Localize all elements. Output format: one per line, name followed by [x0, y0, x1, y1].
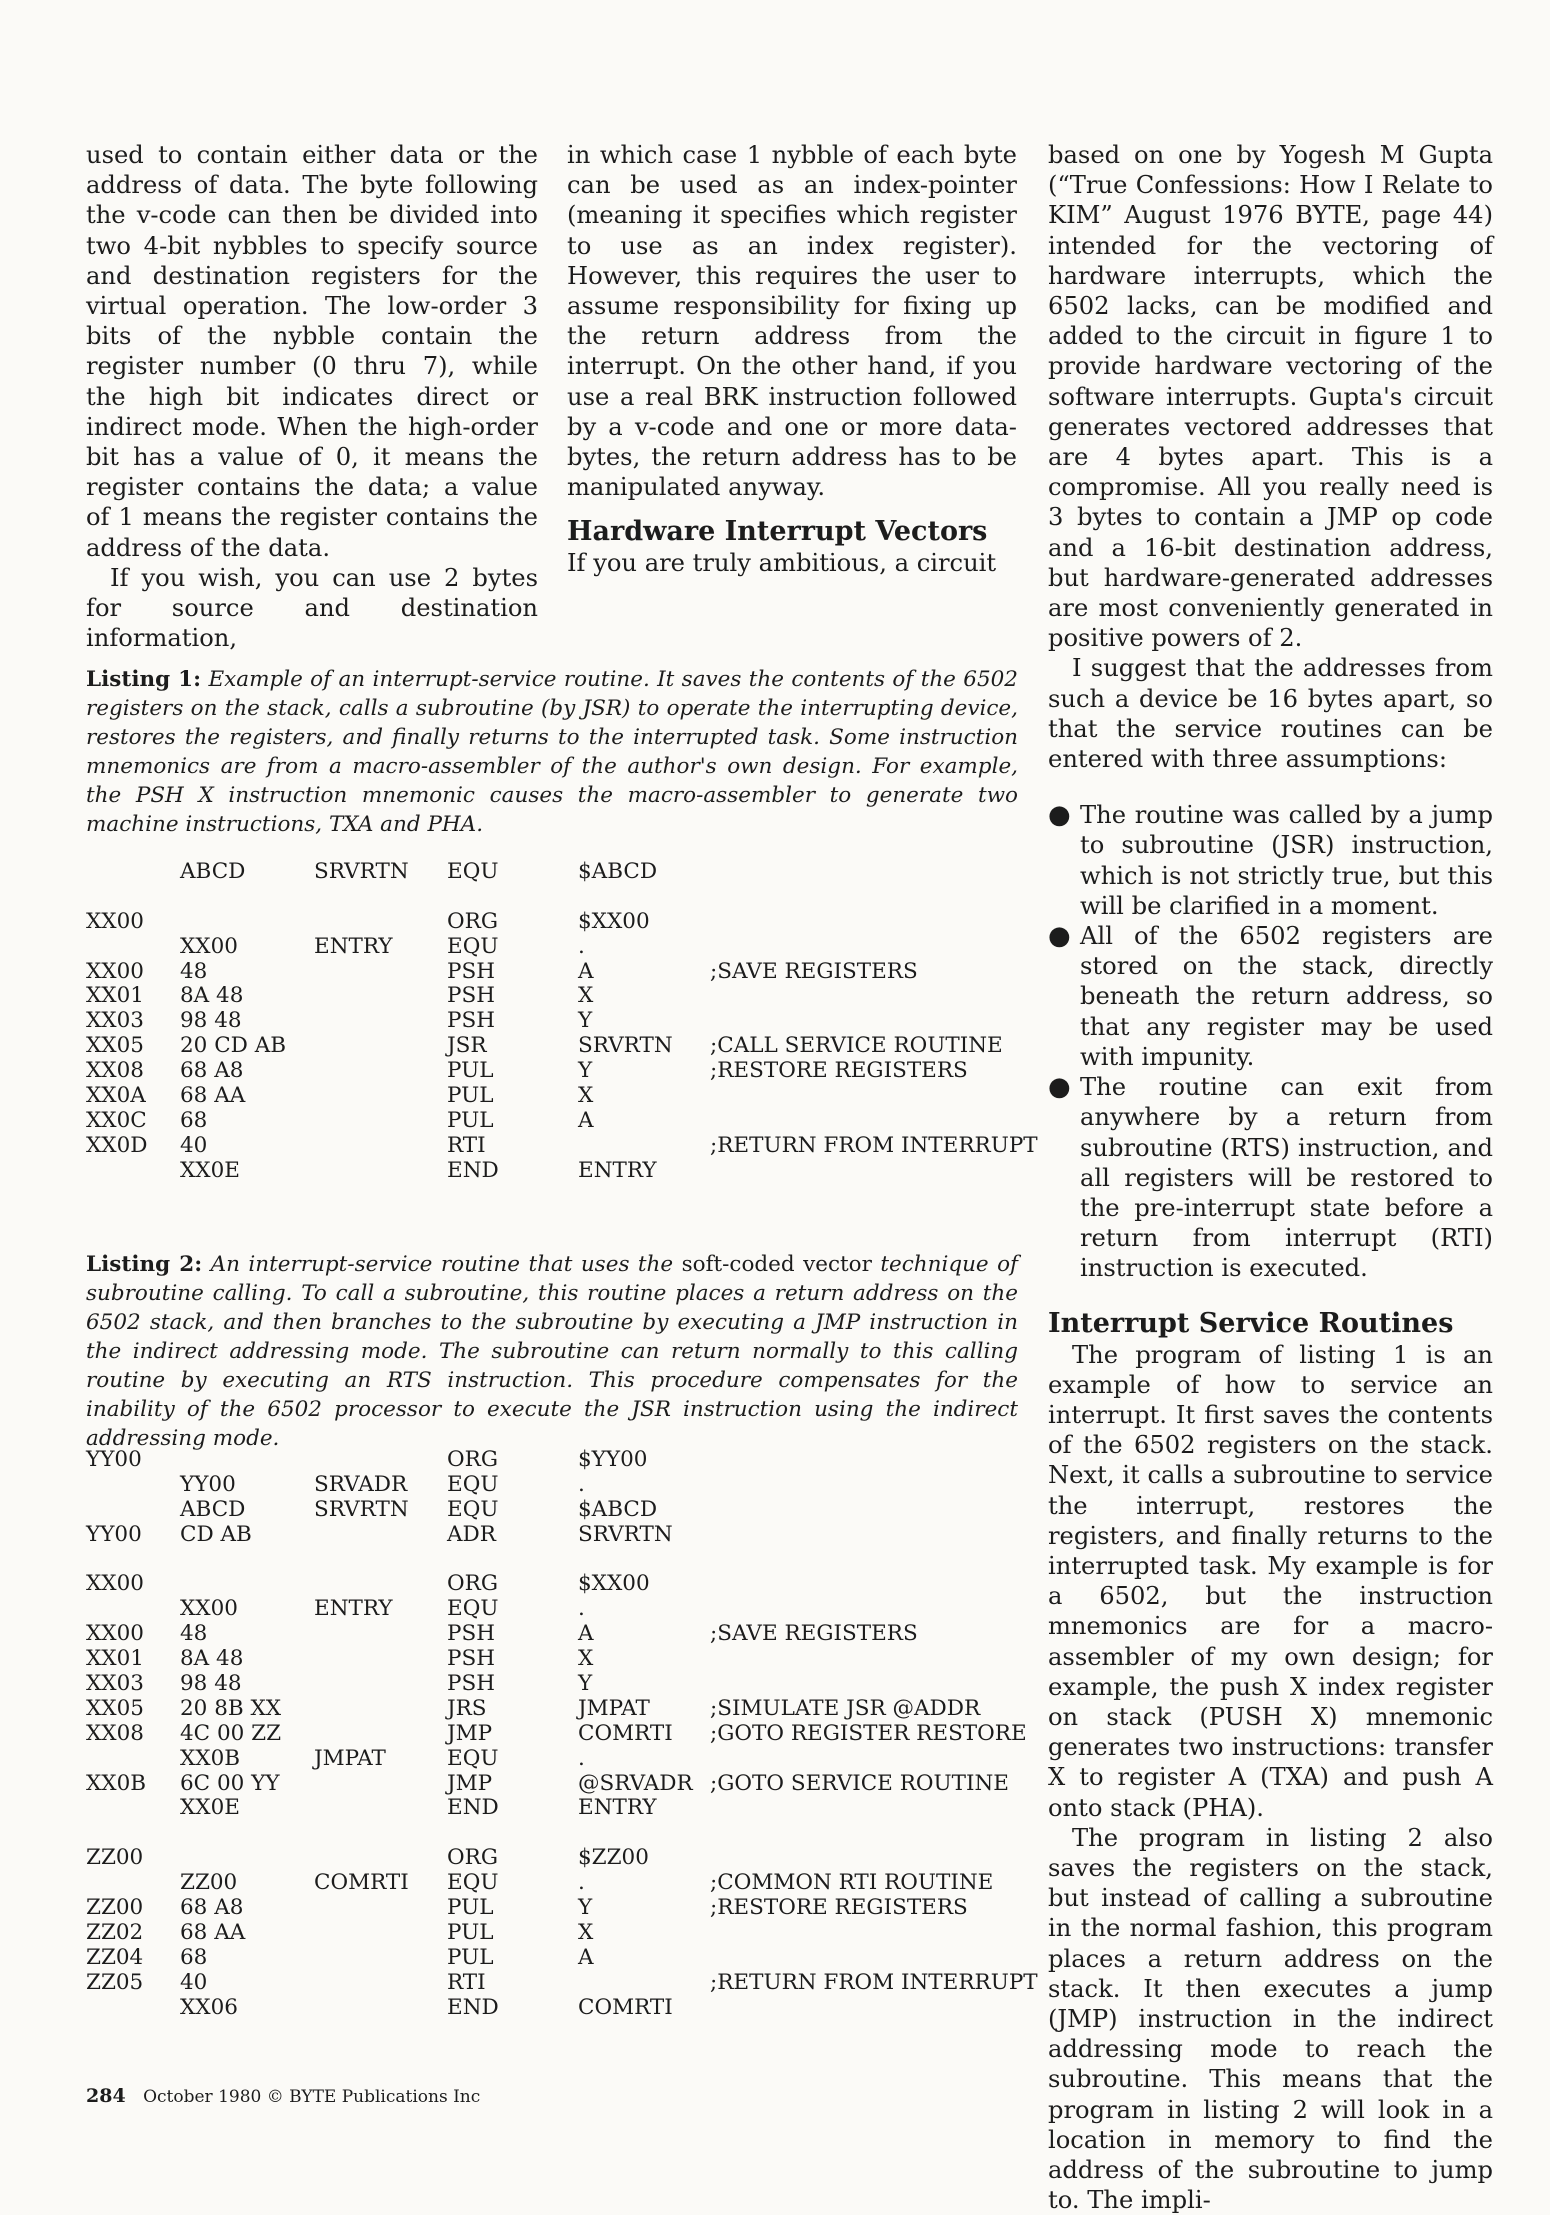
code-address: YY00	[86, 1521, 142, 1547]
code-comment	[710, 1597, 1038, 1622]
code-comment: ;RETURN FROM INTERRUPT	[710, 1132, 1038, 1158]
code-address: XX00	[86, 1571, 144, 1597]
code-comment	[710, 1548, 1038, 1573]
code-label	[314, 1523, 409, 1548]
code-comment	[710, 1084, 1038, 1109]
code-operand: $ABCD	[578, 859, 658, 884]
code-opcode: PSH	[447, 1671, 495, 1697]
code-address: ZZ02	[86, 1919, 144, 1945]
code-address	[86, 1871, 146, 1896]
code-label	[314, 1672, 409, 1697]
code-address	[86, 1498, 146, 1523]
code-label	[314, 1846, 409, 1871]
code-label	[314, 1084, 409, 1109]
code-operand: X	[578, 983, 594, 1009]
code-comment	[710, 935, 1038, 960]
code-operand: COMRTI	[578, 1720, 673, 1746]
listing1-code-address-column	[86, 860, 148, 1184]
listing1-code-operand-column	[578, 860, 673, 1184]
code-label	[314, 910, 409, 935]
code-opcode: EQU	[447, 859, 499, 884]
code-operand: .	[578, 1745, 585, 1771]
code-opcode: EQU	[447, 1496, 499, 1522]
code-label	[314, 1971, 409, 1996]
code-address	[86, 885, 148, 910]
code-comment	[710, 1647, 1038, 1672]
listing-2-label: Listing 2:	[86, 1252, 203, 1277]
code-opcode: PUL	[447, 1919, 494, 1945]
code-bytes: 48	[180, 958, 208, 984]
code-bytes: 68 AA	[180, 1919, 246, 1945]
code-opcode: PUL	[447, 1083, 494, 1109]
code-opcode: END	[447, 1994, 499, 2020]
code-opcode: JSR	[447, 1033, 487, 1059]
code-opcode: END	[447, 1157, 499, 1183]
list-item: ● The routine was called by a jump to subroutine (JSR) instruction, which is not strictly true, but this will be clarified in a moment.	[1048, 800, 1493, 921]
listing1-code-label-column	[314, 860, 409, 1184]
code-comment: ;SAVE REGISTERS	[710, 958, 918, 984]
page-number: 284	[86, 2085, 126, 2107]
code-comment	[710, 984, 1038, 1009]
code-comment	[710, 1796, 1038, 1821]
code-address: ZZ05	[86, 1969, 144, 1995]
listing-1-label: Listing 1:	[86, 667, 202, 692]
code-opcode	[447, 1821, 499, 1846]
code-comment	[710, 1921, 1038, 1946]
code-bytes	[180, 1821, 281, 1846]
code-label	[314, 1622, 409, 1647]
code-label	[314, 984, 409, 1009]
footer-credit: October 1980 © BYTE Publications Inc	[143, 2087, 481, 2107]
code-comment	[710, 1747, 1038, 1772]
code-bytes: 68	[180, 1944, 208, 1970]
col3-paragraph-2: I suggest that the addresses from such a device be 16 bytes apart, so that the service routines can be entered with three assumptions:	[1048, 654, 1493, 774]
listing-2-caption	[86, 1250, 1018, 1453]
code-operand: ENTRY	[578, 1795, 657, 1821]
col1-paragraph-1: used to contain either data or the address of data. The byte following the v-code can then be divided into two 4-bit nybbles to specify source and destination registers for the virtual operation. The low-order 3 bits of the nybble contain the register number (0 thru 7), while the high bit indicates direct or indirect mode. When the high-order bit has a value of 0, it means the register contains the data; a value of 1 means the register contains the address of the data.	[86, 141, 538, 562]
code-opcode: EQU	[447, 1596, 499, 1622]
listing-1-caption	[86, 665, 1018, 839]
code-operand: .	[578, 1870, 585, 1896]
code-comment	[710, 1159, 1038, 1184]
code-bytes: 68 AA	[180, 1083, 246, 1109]
code-opcode: EQU	[447, 933, 499, 959]
code-opcode: PSH	[447, 958, 495, 984]
code-comment	[710, 1996, 1038, 2021]
code-bytes: 40	[180, 1969, 208, 1995]
code-opcode: ORG	[447, 1571, 498, 1597]
code-comment	[710, 1672, 1038, 1697]
code-comment	[710, 1498, 1038, 1523]
code-bytes: 20 8B XX	[180, 1695, 282, 1721]
code-comment	[710, 1109, 1038, 1134]
code-address: XX0D	[86, 1132, 148, 1158]
code-bytes: 48	[180, 1621, 208, 1647]
code-operand: $XX00	[578, 1571, 650, 1597]
code-address: XX03	[86, 1671, 144, 1697]
code-operand: $ABCD	[578, 1496, 658, 1522]
code-bytes: 8A 48	[180, 983, 244, 1009]
code-opcode: END	[447, 1795, 499, 1821]
code-label: JMPAT	[314, 1745, 386, 1771]
code-address: XX03	[86, 1008, 144, 1034]
column-1	[86, 140, 538, 653]
code-bytes: 40	[180, 1132, 208, 1158]
code-address	[86, 1996, 146, 2021]
code-address	[86, 1473, 146, 1498]
code-address	[86, 1821, 146, 1846]
code-opcode: JMP	[447, 1720, 493, 1746]
code-comment	[710, 1946, 1038, 1971]
code-comment	[710, 860, 1038, 885]
code-operand: A	[578, 958, 594, 984]
code-comment	[710, 885, 1038, 910]
code-operand	[578, 1548, 693, 1573]
col3-paragraph-1: based on one by Yogesh M Gupta (“True Confessions: How I Relate to KIM” August 1976 BYTE, page 44) intended for the vectoring of hardware interrupts, which the 6502 lacks, can be modified and added to the circuit in figure 1 to provide hardware vectoring of the software interrupts. Gupta's circuit generates vectored addresses that are 4 bytes apart. This is a compromise. All you really need is 3 bytes to contain a JMP op code and a 16-bit destination address, but hardware-generated addresses are most conveniently generated in positive powers of 2.	[1048, 141, 1493, 653]
code-bytes: 8A 48	[180, 1646, 244, 1672]
code-address: XX05	[86, 1695, 144, 1721]
code-label	[314, 1159, 409, 1184]
code-comment: ;RESTORE REGISTERS	[710, 1895, 968, 1921]
code-address	[86, 1747, 146, 1772]
code-opcode: PSH	[447, 1008, 495, 1034]
code-label	[314, 1548, 409, 1573]
code-operand: $ZZ00	[578, 1845, 649, 1871]
code-bytes	[180, 1548, 281, 1573]
col3-paragraph-4: The program in listing 2 also saves the registers on the stack, but instead of calling a subroutine in the normal fashion, this program places a return address on the stack. It then executes a jump (JMP) instruction in the indirect addressing mode to reach the subroutine. This means that the program in listing 2 will look in a location in memory to find the address of the subroutine to jump to. The impli-	[1048, 1823, 1493, 2215]
code-comment: ;SIMULATE JSR @ADDR	[710, 1695, 981, 1721]
code-address: XX0A	[86, 1083, 146, 1109]
code-bytes: XX0E	[180, 1795, 240, 1821]
code-opcode	[447, 885, 499, 910]
code-operand: JMPAT	[578, 1695, 650, 1721]
code-address: XX00	[86, 908, 144, 934]
code-comment	[710, 1846, 1038, 1871]
code-label	[314, 1647, 409, 1672]
listing1-code-opcode-column	[447, 860, 499, 1184]
code-bytes: 4C 00 ZZ	[180, 1720, 282, 1746]
code-comment	[710, 1473, 1038, 1498]
code-opcode: PUL	[447, 1107, 494, 1133]
code-opcode: ORG	[447, 1845, 498, 1871]
code-comment	[710, 1009, 1038, 1034]
code-address: ZZ00	[86, 1845, 144, 1871]
code-label	[314, 1921, 409, 1946]
code-label	[314, 1946, 409, 1971]
listing2-code-opcode-column	[447, 1448, 499, 2020]
code-label	[314, 1996, 409, 2021]
code-operand	[578, 1134, 673, 1159]
code-operand: A	[578, 1107, 594, 1133]
code-bytes: ABCD	[180, 859, 246, 884]
code-opcode: RTI	[447, 1132, 486, 1158]
code-bytes	[180, 1846, 281, 1871]
code-address	[86, 1597, 146, 1622]
col2-paragraph-2: If you are truly ambitious, a circuit	[567, 549, 997, 578]
code-operand: Y	[578, 1008, 593, 1034]
code-bytes	[180, 1572, 281, 1597]
code-comment: ;GOTO SERVICE ROUTINE	[710, 1770, 1009, 1796]
code-address	[86, 1548, 146, 1573]
code-operand: @SRVADR	[578, 1770, 693, 1796]
code-bytes: ZZ00	[180, 1870, 238, 1896]
code-opcode: EQU	[447, 1471, 499, 1497]
code-bytes: XX00	[180, 933, 238, 959]
code-comment	[710, 1448, 1038, 1473]
code-operand: Y	[578, 1671, 593, 1697]
code-operand: X	[578, 1646, 594, 1672]
code-bytes	[180, 885, 286, 910]
code-bytes: ABCD	[180, 1496, 246, 1522]
code-opcode: EQU	[447, 1745, 499, 1771]
code-comment: ;RESTORE REGISTERS	[710, 1058, 968, 1084]
code-label: SRVRTN	[314, 859, 409, 884]
code-comment: ;GOTO REGISTER RESTORE	[710, 1720, 1027, 1746]
listing2-code-comment-column	[710, 1448, 1038, 2020]
code-comment	[710, 1821, 1038, 1846]
list-item: ● The routine can exit from anywhere by a return from subroutine (RTS) instruction, and all registers will be restored to the pre-interrupt state before a return from interrupt (RTI) instruction is executed.	[1048, 1072, 1493, 1283]
code-label	[314, 1134, 409, 1159]
listing-2-caption-text-b: technique of subroutine calling. To call a subroutine, this routine places a return address on the 6502 stack, and then branches to the subroutine by executing a JMP instruction in the indirect addressing mode. The subroutine can return normally to this calling routine by executing an RTS instruction. This procedure compensates for the inability of the 6502 processor to execute the JSR instruction using the indirect addressing mode.	[86, 1252, 1018, 1451]
code-operand: .	[578, 1596, 585, 1622]
assumption-list	[1048, 800, 1493, 1283]
code-bytes: 6C 00 YY	[180, 1770, 280, 1796]
code-address	[86, 1796, 146, 1821]
code-bytes: 68 A8	[180, 1058, 244, 1084]
code-bytes	[180, 910, 286, 935]
listing-2-caption-text-a: An interrupt-service routine that uses the	[210, 1252, 674, 1277]
code-address: XX00	[86, 1621, 144, 1647]
code-opcode: ORG	[447, 908, 498, 934]
code-comment: ;SAVE REGISTERS	[710, 1621, 918, 1647]
code-bytes: 98 48	[180, 1671, 242, 1697]
code-comment	[710, 1572, 1038, 1597]
code-address: XX01	[86, 983, 144, 1009]
code-address: YY00	[86, 1447, 142, 1472]
code-operand: X	[578, 1083, 594, 1109]
code-address: XX00	[86, 958, 144, 984]
code-opcode: ORG	[447, 1447, 498, 1472]
code-address: XX08	[86, 1058, 144, 1084]
code-bytes: 98 48	[180, 1008, 242, 1034]
listing2-code-label-column	[314, 1448, 409, 2020]
code-label: SRVRTN	[314, 1496, 409, 1522]
heading-hardware-interrupt-vectors: Hardware Interrupt Vectors	[567, 516, 988, 548]
code-operand: Y	[578, 1895, 593, 1921]
code-opcode: EQU	[447, 1870, 499, 1896]
code-label: SRVADR	[314, 1471, 408, 1497]
code-bytes: XX0E	[180, 1157, 240, 1183]
code-opcode: JRS	[447, 1695, 487, 1721]
code-operand: $YY00	[578, 1447, 648, 1472]
code-label	[314, 1896, 409, 1921]
code-operand: COMRTI	[578, 1994, 673, 2020]
col3-paragraph-3: The program of listing 1 is an example of how to service an interrupt. It first saves the contents of the 6502 registers on the stack. Next, it calls a subroutine to service the interrupt, restores the registers, and finally returns to the interrupted task. My example is for a 6502, but the instruction mnemonics are for a macro-assembler of my own design; for example, the push X index register on stack (PUSH X) mnemonic generates two instructions: transfer X to register A (TXA) and push A onto stack (PHA).	[1048, 1340, 1493, 1822]
code-label	[314, 1009, 409, 1034]
code-label	[314, 1034, 409, 1059]
code-address	[86, 935, 148, 960]
listing2-code-address-column	[86, 1448, 146, 2020]
list-item: ● All of the 6502 registers are stored on the stack, directly beneath the return address, so that any register may be used with impunity.	[1048, 921, 1493, 1072]
listing1-code-bytes-column	[180, 860, 286, 1184]
code-comment	[710, 910, 1038, 935]
code-operand: SRVRTN	[578, 1521, 673, 1547]
code-address: XX0B	[86, 1770, 147, 1796]
listing1-code-comment-column	[710, 860, 1038, 1184]
code-bytes: XX00	[180, 1596, 238, 1622]
code-opcode: JMP	[447, 1770, 493, 1796]
code-address	[86, 860, 148, 885]
heading-interrupt-service-routines: Interrupt Service Routines	[1048, 1307, 1454, 1339]
code-label	[314, 1772, 409, 1797]
code-operand: .	[578, 933, 585, 959]
code-address: XX01	[86, 1646, 144, 1672]
listing-1-caption-text: Example of an interrupt-service routine. It saves the contents of the 6502 registers on the stack, calls a subroutine (by JSR) to operate the interrupting device, restores the registers, and finally returns to the interrupted task. Some instruction mnemonics are from a macro-assembler of the author's own design. For example, the PSH X instruction mnemonic causes the macro-assembler to generate two machine instructions, TXA and PHA.	[86, 667, 1018, 837]
code-operand: SRVRTN	[578, 1033, 673, 1059]
code-comment: ;CALL SERVICE ROUTINE	[710, 1033, 1003, 1059]
code-label	[314, 1722, 409, 1747]
listing2-code-operand-column	[578, 1448, 693, 2020]
code-label	[314, 1059, 409, 1084]
code-opcode: PUL	[447, 1058, 494, 1084]
code-operand: $XX00	[578, 908, 650, 934]
code-bytes: 68	[180, 1107, 208, 1133]
code-operand: ENTRY	[578, 1157, 657, 1183]
code-label	[314, 1109, 409, 1134]
code-label	[314, 1796, 409, 1821]
code-label	[314, 1821, 409, 1846]
code-label	[314, 1572, 409, 1597]
code-bytes: XX06	[180, 1994, 238, 2020]
code-operand	[578, 1821, 693, 1846]
code-opcode: PSH	[447, 1621, 495, 1647]
listing-2-caption-term: soft-coded vector	[681, 1252, 872, 1277]
code-comment	[710, 1523, 1038, 1548]
code-address: ZZ04	[86, 1944, 144, 1970]
code-bytes: 68 A8	[180, 1895, 244, 1921]
code-opcode: PUL	[447, 1944, 494, 1970]
code-operand: Y	[578, 1058, 593, 1084]
code-address: XX05	[86, 1033, 144, 1059]
code-opcode: ADR	[447, 1521, 496, 1547]
code-bytes: XX0B	[180, 1745, 241, 1771]
code-bytes	[180, 1448, 281, 1473]
code-opcode: PSH	[447, 1646, 495, 1672]
code-bytes: 20 CD AB	[180, 1033, 287, 1059]
code-operand: .	[578, 1471, 585, 1497]
page-footer	[86, 2085, 480, 2107]
col2-paragraph-1: in which case 1 nybble of each byte can be used as an index-pointer (meaning it specifies which register to use as an index register). However, this requires the user to assume responsibility for fixing up the return address from the interrupt. On the other hand, if you use a real BRK instruction followed by a v-code and one or more data-bytes, the return address has to be manipulated anyway.	[567, 141, 1017, 502]
code-label	[314, 960, 409, 985]
code-bytes: CD AB	[180, 1521, 252, 1547]
code-address: XX08	[86, 1720, 144, 1746]
code-label	[314, 885, 409, 910]
code-address: ZZ00	[86, 1895, 144, 1921]
column-3	[1048, 140, 1493, 2215]
code-opcode: PSH	[447, 983, 495, 1009]
code-label: ENTRY	[314, 1596, 393, 1622]
code-comment: ;RETURN FROM INTERRUPT	[710, 1969, 1038, 1995]
code-opcode: PUL	[447, 1895, 494, 1921]
code-label	[314, 1697, 409, 1722]
code-address: XX0C	[86, 1107, 147, 1133]
code-bytes: YY00	[180, 1471, 236, 1497]
code-operand	[578, 1971, 693, 1996]
column-2	[567, 140, 1017, 579]
code-operand: A	[578, 1944, 594, 1970]
code-label: COMRTI	[314, 1870, 409, 1896]
listing2-code-bytes-column	[180, 1448, 281, 2020]
code-label	[314, 1448, 409, 1473]
col1-paragraph-2: If you wish, you can use 2 bytes for source and destination information,	[86, 563, 538, 653]
code-operand: X	[578, 1919, 594, 1945]
code-operand	[578, 885, 673, 910]
code-label: ENTRY	[314, 933, 393, 959]
code-address	[86, 1159, 148, 1184]
code-operand: A	[578, 1621, 594, 1647]
code-opcode: RTI	[447, 1969, 486, 1995]
code-comment: ;COMMON RTI ROUTINE	[710, 1870, 994, 1896]
code-opcode	[447, 1548, 499, 1573]
